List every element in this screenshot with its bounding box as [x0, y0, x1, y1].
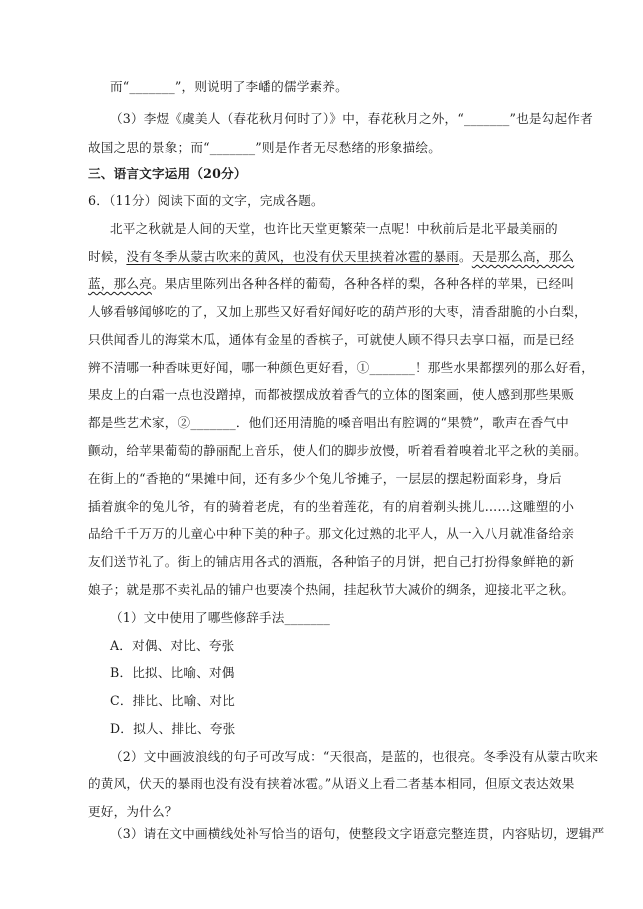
passage-line: 插着旗伞的兔儿爷，有的骑着老虎，有的坐着莲花，有的肩着剃头挑儿……这雕塑的小 [88, 499, 575, 514]
wavy-underlined-sentence: 天是那么高，那么 [471, 249, 575, 264]
passage-line: 辨不清哪一种香味更好闻，哪一种颜色更好看，①_______！那些水果都摆列的那么好看， [88, 360, 595, 375]
blank-answer-line: 而“_______”，则说明了李嶓的儒学素养。 [110, 79, 348, 94]
section-heading: 三、语言文字运用（20分） [88, 166, 247, 181]
passage-line: 颤动，给苹果葡萄的静丽配上音乐，使人们的脚步放慢，听着看着嗅着北平之秋的美丽。 [88, 443, 587, 458]
option-c: C．排比、比喻、对比 [110, 693, 235, 708]
passage-line: 都是些艺术家，②_______．他们还用清脆的嗓音唱出有腔调的“果赞”，歌声在香气中 [88, 415, 569, 430]
passage-line: 果皮上的白霜一点也没蹭掉，而都被摆成放着香气的立体的图案画，使人感到那些果贩 [88, 387, 575, 402]
passage-line: 只供闻香儿的海棠木瓜，通体有金星的香槟子，可就使人顾不得只去享口福，而是已经 [88, 332, 575, 347]
passage-line: 品给千千万万的儿童心中种下美的种子。那文化过熟的北平人，从一入八月就准备给亲 [88, 526, 575, 541]
option-b: B．比拟、比喻、对偶 [110, 665, 235, 680]
passage-text: 。果店里陈列出各种各样的葡萄，各种各样的梨，各种各样的苹果，已经叫 [151, 276, 575, 291]
passage-line: 人够看够闻够吃的了，又加上那些又好看好闻好吃的葫芦形的大枣，清香甜脆的小白梨， [88, 304, 587, 319]
sub-question-2-continuation: 的黄风，伏天的暴雨也没有没有挟着冰雹。”从语义上看二者基本相同，但原文表达效果 [88, 776, 575, 791]
wavy-underlined-sentence: 蓝，那么亮 [88, 276, 152, 291]
passage-line: 北平之秋就是人间的天堂，也许比天堂更繁荣一点呢！中秋前后是北平最美丽的 [110, 221, 558, 236]
sub-question-1: （1）文中使用了哪些修辞手法_______ [110, 610, 331, 625]
passage-line: 娘子；就是那不卖礼品的铺户也要凑个热闹，挂起秋节大减价的绸条，迎接北平之秋。 [88, 582, 575, 597]
question-3-line: （3）李煜《虞美人（春花秋月何时了）》中，春花秋月之外，“_______”也是勾起作者 [110, 111, 593, 126]
option-d: D．拟人、排比、夸张 [110, 721, 236, 736]
passage-line: 友们送节礼了。街上的铺店用各式的酒瓶，各种馅子的月饼，把自己打扮得象鲜艳的新 [88, 554, 575, 569]
passage-line: 在街上的“香艳的“果摊中间，还有多少个兔儿爷摊子，一层层的摆起粉面彩身，身后 [88, 471, 562, 486]
option-a: A．对偶、对比、夸张 [110, 638, 235, 653]
question-6-title: 6．（11分）阅读下面的文字，完成各题。 [88, 193, 324, 208]
passage-text: 。 [459, 249, 472, 264]
sub-question-2: （2）文中画波浪线的句子可改写成：“天很高，是蓝的，也很亮。冬季没有从蒙古吹来 [110, 749, 599, 764]
passage-text: 时候， [88, 249, 127, 264]
sub-question-2-continuation: 更好，为什么？ [88, 804, 178, 819]
question-3-continuation: 故国之思的景象；而“_______”则是作者无尽愁绪的形象描绘。 [88, 140, 442, 155]
underlined-sentence: 没有冬季从蒙古吹来的黄风，也没有伏天里挟着冰雹的暴雨 [126, 249, 460, 264]
sub-question-3: （3）请在文中画横线处补写恰当的语句，使整段文字语意完整连贯，内容贴切，逻辑严 [110, 826, 605, 841]
